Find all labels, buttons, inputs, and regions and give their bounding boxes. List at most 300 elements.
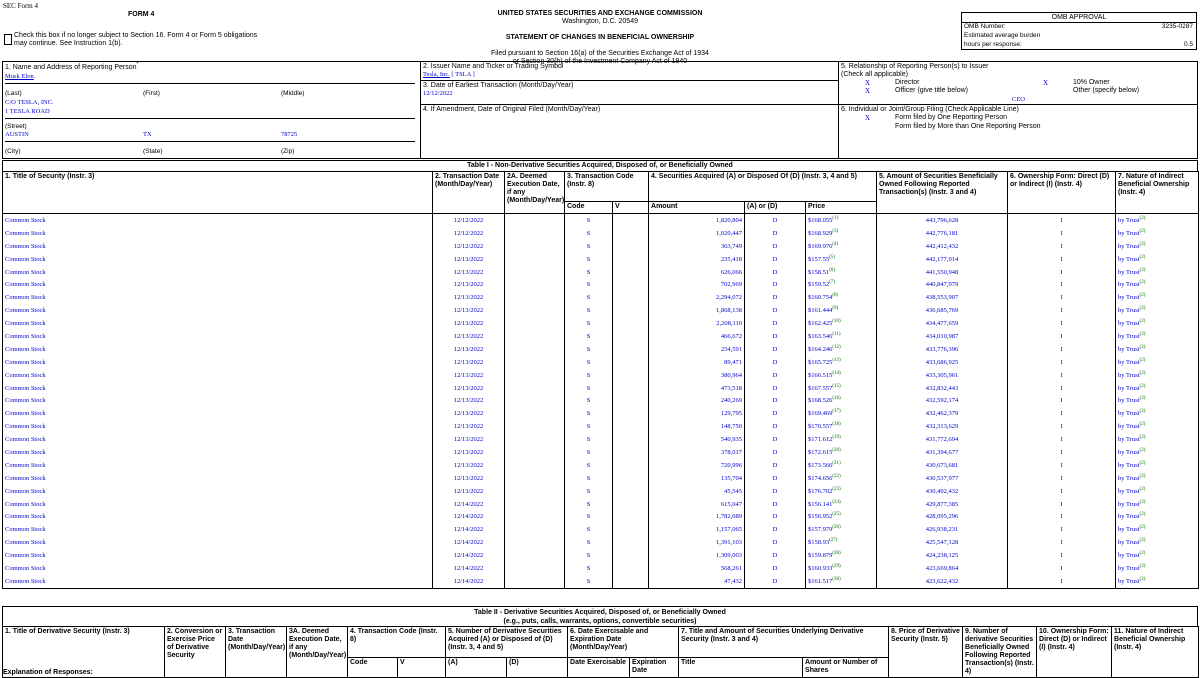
footnote-ref[interactable]: (2): [1139, 215, 1146, 221]
cell-security-text[interactable]: Common Stock: [5, 358, 46, 366]
cell-date-text: 12/13/2022: [453, 281, 484, 289]
cell-security-text[interactable]: Common Stock: [5, 423, 46, 431]
footnote-ref[interactable]: (2): [1139, 525, 1146, 531]
cell-nature-text[interactable]: by Trust: [1118, 577, 1140, 585]
cell-ad-text: D: [772, 436, 778, 444]
footnote-ref[interactable]: (17): [832, 409, 841, 415]
cell-v: [613, 498, 649, 511]
cell-code: [565, 369, 613, 382]
cell-nature-text[interactable]: by Trust: [1118, 229, 1140, 237]
cell-nature: [1116, 446, 1199, 459]
cell-owned: [877, 227, 1008, 240]
cell-security-text[interactable]: Common Stock: [5, 487, 46, 495]
cell-code-text: S: [586, 242, 591, 250]
cell-v: [613, 330, 649, 343]
cell-security-text[interactable]: Common Stock: [5, 307, 46, 315]
cell-code: [565, 459, 613, 472]
cell-nature: [1116, 459, 1199, 472]
table-row: [3, 253, 1199, 266]
cell-nature-text[interactable]: by Trust: [1118, 371, 1140, 379]
cell-v: [613, 291, 649, 304]
cell-date-text: 12/13/2022: [453, 255, 484, 263]
last-label: (Last): [5, 90, 22, 97]
footnote-ref[interactable]: (18): [832, 422, 841, 428]
footnote-ref[interactable]: (5): [829, 254, 835, 260]
footnote-ref[interactable]: (2): [1139, 267, 1146, 273]
cell-v: [613, 446, 649, 459]
cell-deemed: [505, 240, 565, 253]
cell-form: [1008, 317, 1116, 330]
cell-ad: [745, 304, 806, 317]
cell-code-text: S: [586, 281, 591, 289]
cell-date: [433, 510, 505, 523]
filed-line-1: Filed pursuant to Section 16(a) of the Securities Exchange Act of 1934: [491, 50, 709, 57]
cell-price: [806, 317, 877, 330]
footnote-ref[interactable]: (2): [1139, 357, 1146, 363]
footnote-ref[interactable]: (2): [1139, 499, 1146, 505]
cell-nature: [1116, 420, 1199, 433]
cell-code: [565, 227, 613, 240]
footnote-ref[interactable]: (2): [1139, 473, 1146, 479]
cell-code-text: S: [586, 423, 591, 431]
cell-ad: [745, 214, 806, 227]
address-line-1: C/O TESLA, INC.: [5, 99, 54, 106]
cell-security: [3, 214, 433, 227]
cell-form-text: I: [1060, 216, 1063, 224]
cell-v: [613, 253, 649, 266]
cell-v: [613, 420, 649, 433]
cell-security-text[interactable]: Common Stock: [5, 332, 46, 340]
cell-security-text[interactable]: Common Stock: [5, 410, 46, 418]
cell-security-text[interactable]: Common Stock: [5, 371, 46, 379]
cell-security-text[interactable]: Common Stock: [5, 384, 46, 392]
cell-amount: [649, 446, 745, 459]
cell-nature: [1116, 369, 1199, 382]
cell-nature-text[interactable]: by Trust: [1118, 281, 1140, 289]
cell-nature-text[interactable]: by Trust: [1118, 500, 1140, 508]
cell-price: [806, 291, 877, 304]
footnote-ref[interactable]: (1): [832, 215, 839, 221]
cell-price-text: $168.055: [808, 216, 833, 224]
cell-amount: [649, 227, 745, 240]
statement-title: STATEMENT OF CHANGES IN BENEFICIAL OWNERSHIP: [505, 34, 695, 41]
cell-security-text[interactable]: Common Stock: [5, 229, 46, 237]
footnote-ref[interactable]: (13): [832, 357, 841, 363]
cell-date-text: 12/14/2022: [453, 500, 484, 508]
t2-header-form: 10. Ownership Form: Direct (D) or Indirect (I) (Instr. 4): [1037, 627, 1112, 678]
footnote-ref[interactable]: (14): [832, 370, 841, 376]
cell-nature-text[interactable]: by Trust: [1118, 332, 1140, 340]
cell-code: [565, 266, 613, 279]
footnote-ref[interactable]: (16): [832, 396, 841, 402]
cell-ad: [745, 536, 806, 549]
cell-deemed: [505, 330, 565, 343]
cell-nature-text[interactable]: by Trust: [1118, 358, 1140, 366]
cell-ad-text: D: [772, 345, 778, 353]
cell-ad: [745, 562, 806, 575]
table-row: [3, 575, 1199, 588]
cell-code: [565, 330, 613, 343]
footnote-ref[interactable]: (2): [1139, 422, 1146, 428]
cell-ad-text: D: [772, 410, 778, 418]
cell-form-text: I: [1060, 448, 1063, 456]
cell-code: [565, 549, 613, 562]
cell-security-text[interactable]: Common Stock: [5, 281, 46, 289]
issuer-link[interactable]: Tesla, Inc.: [423, 71, 450, 78]
cell-amount: [649, 562, 745, 575]
cell-form-text: I: [1060, 255, 1063, 263]
cell-security-text[interactable]: Common Stock: [5, 552, 46, 560]
cell-ad-text: D: [772, 461, 778, 469]
cell-security-text[interactable]: Common Stock: [5, 461, 46, 469]
agency-header: [320, 10, 880, 66]
cell-nature-text[interactable]: by Trust: [1118, 242, 1140, 250]
footnote-ref[interactable]: (2): [1139, 331, 1146, 337]
cell-nature: [1116, 433, 1199, 446]
cell-security-text[interactable]: Common Stock: [5, 397, 46, 405]
cell-owned-text: 436,685,769: [925, 307, 959, 315]
cell-amount-text: 540,935: [720, 436, 743, 444]
footnote-ref[interactable]: (2): [1139, 486, 1146, 492]
cell-owned: [877, 562, 1008, 575]
cell-nature-text[interactable]: by Trust: [1118, 461, 1140, 469]
footnote-ref[interactable]: (2): [1139, 460, 1146, 466]
t1-header-nature: 7. Nature of Indirect Beneficial Ownership (Instr. 4): [1116, 172, 1199, 214]
cell-code: [565, 575, 613, 588]
section16-checkbox[interactable]: [4, 32, 12, 50]
cell-date: [433, 420, 505, 433]
footnote-ref[interactable]: (2): [1139, 280, 1146, 286]
cell-nature-text[interactable]: by Trust: [1118, 564, 1140, 572]
cell-amount: [649, 536, 745, 549]
cell-code-text: S: [586, 345, 591, 353]
footnote-ref[interactable]: (20): [832, 447, 841, 453]
cell-v: [613, 304, 649, 317]
cell-form: [1008, 304, 1116, 317]
table-row: [3, 485, 1199, 498]
cell-nature-text[interactable]: by Trust: [1118, 423, 1140, 431]
footnote-ref[interactable]: (3): [832, 228, 839, 234]
footnote-ref[interactable]: (4): [832, 241, 839, 247]
cell-code-text: S: [586, 307, 591, 315]
cell-nature-text[interactable]: by Trust: [1118, 268, 1140, 276]
table-row: [3, 420, 1199, 433]
footnote-ref[interactable]: (2): [1139, 512, 1146, 518]
cell-security-text[interactable]: Common Stock: [5, 448, 46, 456]
cell-price-text: $176.702: [808, 487, 833, 495]
cell-price: [806, 562, 877, 575]
cell-nature: [1116, 343, 1199, 356]
middle-label: (Middle): [281, 90, 305, 97]
cell-nature-text[interactable]: by Trust: [1118, 294, 1140, 302]
footnote-ref[interactable]: (2): [1139, 538, 1146, 544]
footnote-ref[interactable]: (25): [832, 512, 841, 518]
cell-deemed: [505, 459, 565, 472]
cell-security-text[interactable]: Common Stock: [5, 294, 46, 302]
footnote-ref[interactable]: (7): [829, 280, 835, 286]
cell-nature-text[interactable]: by Trust: [1118, 345, 1140, 353]
cell-code: [565, 498, 613, 511]
cell-amount-text: 466,672: [720, 332, 743, 340]
cell-security-text[interactable]: Common Stock: [5, 500, 46, 508]
cell-nature-text[interactable]: by Trust: [1118, 255, 1140, 263]
footnote-ref[interactable]: (2): [1139, 318, 1146, 324]
cell-security-text[interactable]: Common Stock: [5, 436, 46, 444]
cell-owned-text: 432,313,629: [925, 423, 959, 431]
cell-security-text[interactable]: Common Stock: [5, 320, 46, 328]
cell-date-text: 12/13/2022: [453, 436, 484, 444]
cell-owned: [877, 343, 1008, 356]
t1-header-acquired: 4. Securities Acquired (A) or Disposed Of (D) (Instr. 3, 4 and 5): [649, 172, 877, 202]
cell-owned: [877, 278, 1008, 291]
footnote-ref[interactable]: (19): [832, 434, 841, 440]
table-row: [3, 407, 1199, 420]
cell-deemed: [505, 278, 565, 291]
cell-price: [806, 330, 877, 343]
cell-security-text[interactable]: Common Stock: [5, 526, 46, 534]
footnote-ref[interactable]: (9): [832, 306, 839, 312]
cell-price-text: $168.526: [808, 397, 833, 405]
ten-percent-mark: X: [1043, 79, 1049, 87]
cell-code-text: S: [586, 564, 591, 572]
more-persons-label: Form filed by More than One Reporting Person: [895, 123, 1041, 130]
footnote-ref[interactable]: (2): [1139, 550, 1146, 556]
cell-code-text: S: [586, 487, 591, 495]
cell-ad-text: D: [772, 384, 778, 392]
t2-header-conversion: 2. Conversion or Exercise Price of Derivative Security: [165, 627, 226, 678]
footnote-ref[interactable]: (24): [832, 499, 841, 505]
cell-security-text[interactable]: Common Stock: [5, 539, 46, 547]
cell-deemed: [505, 407, 565, 420]
cell-security: [3, 369, 433, 382]
cell-security-text[interactable]: Common Stock: [5, 216, 46, 224]
cell-amount-text: 135,704: [720, 474, 743, 482]
cell-ad-text: D: [772, 294, 778, 302]
cell-security-text[interactable]: Common Stock: [5, 564, 46, 572]
ten-percent-label: 10% Owner: [1073, 79, 1110, 86]
cell-ad: [745, 317, 806, 330]
footnote-ref[interactable]: (2): [1139, 409, 1146, 415]
footnote-ref[interactable]: (2): [1139, 576, 1146, 582]
footnote-ref[interactable]: (29): [832, 563, 841, 569]
footnote-ref[interactable]: (15): [832, 383, 841, 389]
cell-nature-text[interactable]: by Trust: [1118, 436, 1140, 444]
cell-nature-text[interactable]: by Trust: [1118, 526, 1140, 534]
cell-date: [433, 317, 505, 330]
cell-form: [1008, 382, 1116, 395]
cell-owned-text: 443,796,628: [925, 216, 959, 224]
cell-price-text: $158.51: [808, 268, 830, 276]
footnote-ref[interactable]: (23): [832, 486, 841, 492]
cell-form: [1008, 498, 1116, 511]
cell-price: [806, 498, 877, 511]
cell-owned: [877, 214, 1008, 227]
footnote-ref[interactable]: (2): [1139, 370, 1146, 376]
cell-price: [806, 575, 877, 588]
cell-security-text[interactable]: Common Stock: [5, 345, 46, 353]
cell-form: [1008, 356, 1116, 369]
cell-deemed: [505, 382, 565, 395]
table-row: [3, 278, 1199, 291]
cell-form: [1008, 253, 1116, 266]
footnote-ref[interactable]: (2): [1139, 241, 1146, 247]
cell-deemed: [505, 266, 565, 279]
cell-security: [3, 240, 433, 253]
footnote-ref[interactable]: (2): [1139, 344, 1146, 350]
footnote-ref[interactable]: (21): [832, 460, 841, 466]
footnote-ref[interactable]: (12): [832, 344, 841, 350]
footnote-ref[interactable]: (28): [832, 550, 841, 556]
cell-deemed: [505, 394, 565, 407]
cell-deemed: [505, 562, 565, 575]
cell-security-text[interactable]: Common Stock: [5, 513, 46, 521]
cell-date: [433, 227, 505, 240]
cell-nature-text[interactable]: by Trust: [1118, 448, 1140, 456]
cell-security-text[interactable]: Common Stock: [5, 268, 46, 276]
cell-date-text: 12/14/2022: [453, 539, 484, 547]
footnote-ref[interactable]: (10): [832, 318, 841, 324]
cell-nature: [1116, 472, 1199, 485]
cell-amount: [649, 472, 745, 485]
earliest-date-value: 12/12/2022: [423, 90, 453, 97]
footnote-ref[interactable]: (2): [1139, 447, 1146, 453]
cell-date: [433, 549, 505, 562]
cell-nature-text[interactable]: by Trust: [1118, 410, 1140, 418]
footnote-ref[interactable]: (6): [829, 267, 835, 273]
footnote-ref[interactable]: (2): [1139, 293, 1146, 299]
section16-line-1: Check this box if no longer subject to Section 16. Form 4 or Form 5 obligations: [14, 32, 258, 39]
cell-form-text: I: [1060, 294, 1063, 302]
cell-nature-text[interactable]: by Trust: [1118, 320, 1140, 328]
footnote-ref[interactable]: (2): [1139, 434, 1146, 440]
table-row: [3, 536, 1199, 549]
t1-sub-code: Code: [565, 202, 613, 214]
relationship-sub: (Check all applicable): [841, 71, 908, 78]
cell-owned: [877, 498, 1008, 511]
cell-nature: [1116, 549, 1199, 562]
footnote-ref[interactable]: (27): [829, 538, 838, 544]
cell-date-text: 12/13/2022: [453, 307, 484, 315]
cell-ad: [745, 266, 806, 279]
cell-amount-text: 380,964: [720, 371, 743, 379]
cell-form: [1008, 562, 1116, 575]
cell-security: [3, 407, 433, 420]
cell-price: [806, 459, 877, 472]
table-row: [3, 227, 1199, 240]
cell-date-text: 12/14/2022: [453, 513, 484, 521]
cell-form-text: I: [1060, 268, 1063, 276]
cell-nature-text[interactable]: by Trust: [1118, 307, 1140, 315]
cell-code: [565, 394, 613, 407]
cell-amount-text: 378,017: [720, 448, 743, 456]
cell-deemed: [505, 369, 565, 382]
cell-amount: [649, 433, 745, 446]
cell-owned-text: 429,877,385: [925, 500, 959, 508]
cell-nature-text[interactable]: by Trust: [1118, 487, 1140, 495]
cell-code: [565, 291, 613, 304]
footnote-ref[interactable]: (8): [832, 293, 839, 299]
cell-amount-text: 1,820,804: [716, 216, 743, 224]
cell-v: [613, 485, 649, 498]
cell-security-text[interactable]: Common Stock: [5, 255, 46, 263]
footnote-ref[interactable]: (2): [1139, 383, 1146, 389]
cell-nature: [1116, 382, 1199, 395]
cell-ad: [745, 407, 806, 420]
cell-code: [565, 472, 613, 485]
footnote-ref[interactable]: (2): [1139, 228, 1146, 234]
footnote-ref[interactable]: (30): [832, 576, 841, 582]
explanation-label: Explanation of Responses:: [3, 669, 93, 676]
t2-sub-exercisable: Date Exercisable: [568, 658, 630, 678]
reporting-person-name[interactable]: Musk Elon: [5, 73, 34, 80]
cell-date: [433, 446, 505, 459]
cell-amount: [649, 420, 745, 433]
footnote-ref[interactable]: (2): [1139, 254, 1146, 260]
cell-nature-text[interactable]: by Trust: [1118, 397, 1140, 405]
cell-form: [1008, 485, 1116, 498]
agency-city: Washington, D.C. 20549: [561, 18, 638, 25]
cell-form: [1008, 214, 1116, 227]
cell-security: [3, 485, 433, 498]
cell-nature-text[interactable]: by Trust: [1118, 384, 1140, 392]
footnote-ref[interactable]: (11): [832, 331, 841, 337]
cell-owned: [877, 407, 1008, 420]
cell-nature-text[interactable]: by Trust: [1118, 539, 1140, 547]
cell-v: [613, 266, 649, 279]
one-person-mark: X: [865, 114, 871, 122]
cell-form-text: I: [1060, 513, 1063, 521]
cell-v: [613, 523, 649, 536]
footnote-ref[interactable]: (26): [832, 525, 841, 531]
cell-amount-text: 2,294,072: [716, 294, 743, 302]
cell-nature-text[interactable]: by Trust: [1118, 552, 1140, 560]
t2-header-deemed: 3A. Deemed Execution Date, if any (Month/Day/Year): [287, 627, 348, 678]
cell-form: [1008, 523, 1116, 536]
cell-ad-text: D: [772, 397, 778, 405]
cell-nature: [1116, 330, 1199, 343]
cell-amount: [649, 369, 745, 382]
footnote-ref[interactable]: (2): [1139, 563, 1146, 569]
t2-header-code: 4. Transaction Code (Instr. 8): [348, 627, 446, 658]
cell-form-text: I: [1060, 577, 1063, 585]
t1-header-code: 3. Transaction Code (Instr. 8): [565, 172, 649, 202]
cell-security-text[interactable]: Common Stock: [5, 577, 46, 585]
cell-security-text[interactable]: Common Stock: [5, 474, 46, 482]
cell-ad-text: D: [772, 500, 778, 508]
cell-v: [613, 472, 649, 485]
cell-code-text: S: [586, 410, 591, 418]
cell-price: [806, 382, 877, 395]
cell-nature-text[interactable]: by Trust: [1118, 216, 1140, 224]
cell-security: [3, 498, 433, 511]
footnote-ref[interactable]: (22): [832, 473, 841, 479]
cell-form-text: I: [1060, 332, 1063, 340]
cell-date-text: 12/12/2022: [453, 216, 484, 224]
footnote-ref[interactable]: (2): [1139, 306, 1146, 312]
cell-security: [3, 253, 433, 266]
table-row: [3, 510, 1199, 523]
cell-code-text: S: [586, 255, 591, 263]
cell-owned: [877, 240, 1008, 253]
cell-nature-text[interactable]: by Trust: [1118, 474, 1140, 482]
cell-security-text[interactable]: Common Stock: [5, 242, 46, 250]
cell-price-text: $156.141: [808, 500, 833, 508]
cell-owned-text: 430,673,681: [925, 461, 959, 469]
cell-nature-text[interactable]: by Trust: [1118, 513, 1140, 521]
footnote-ref[interactable]: (2): [1139, 396, 1146, 402]
cell-owned-text: 424,238,125: [925, 552, 959, 560]
omb-hours-value: 0.5: [1183, 41, 1193, 48]
